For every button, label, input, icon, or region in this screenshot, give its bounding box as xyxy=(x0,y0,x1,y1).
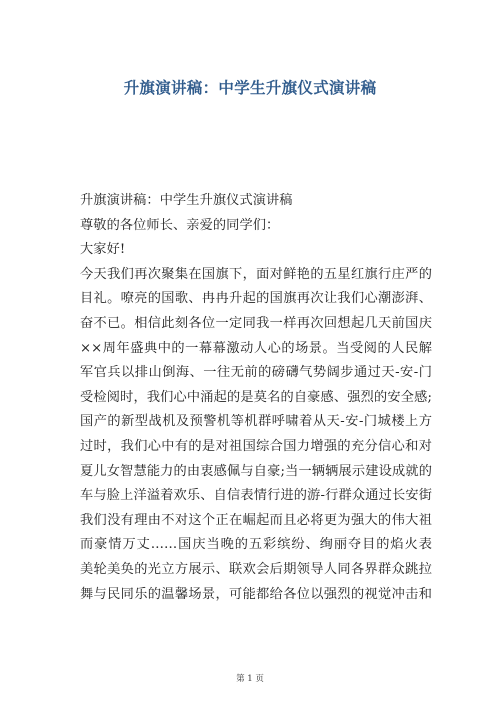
text-line: 国产的新型战机及预警机等机群呼啸着从天-安-门城楼上方 xyxy=(80,414,432,430)
text-line: 而豪情万丈……国庆当晚的五彩缤纷、绚丽夺目的焰火表 xyxy=(80,537,432,553)
text-line: 目礼。嘹亮的国歌、冉冉升起的国旗再次让我们心潮澎湃、 xyxy=(80,291,432,307)
text-line: 奋不已。相信此刻各位一定同我一样再次回想起几天前国庆 xyxy=(80,315,432,331)
document-body xyxy=(80,189,432,607)
text-line: 军官兵以排山倒海、一往无前的磅礴气势阔步通过天-安-门 xyxy=(80,365,432,381)
text-line: 过时，我们心中有的是对祖国综合国力增强的充分信心和对 xyxy=(80,438,432,454)
text-line: ××周年盛典中的一幕幕激动人心的场景。当受阅的人民解 xyxy=(80,340,432,356)
text-line: 舞与民同乐的温馨场景，可能都给各位以强烈的视觉冲击和 xyxy=(80,586,432,602)
text-line: 今天我们再次聚集在国旗下，面对鲜艳的五星红旗行庄严的 xyxy=(80,266,432,282)
text-line: 夏儿女智慧能力的由衷感佩与自豪;当一辆辆展示建设成就的 xyxy=(80,463,432,479)
text-line: 尊敬的各位师长、亲爱的同学们： xyxy=(80,217,280,233)
text-line: 受检阅时，我们心中涌起的是莫名的自豪感、强烈的安全感; xyxy=(80,389,432,405)
text-line: 大家好! xyxy=(80,242,126,258)
text-line: 车与脸上洋溢着欢乐、自信表情行进的游-行群众通过长安街 xyxy=(80,488,432,504)
text-line: 我们没有理由不对这个正在崛起而且必将更为强大的伟大祖 xyxy=(80,512,432,528)
document-title: 升旗演讲稿：中学生升旗仪式演讲稿 xyxy=(123,79,377,97)
text-line: 升旗演讲稿：中学生升旗仪式演讲稿 xyxy=(80,193,293,208)
page-number: 第 1 页 xyxy=(236,674,264,684)
text-line: 美轮美奂的光立方展示、联欢会后期领导人同各界群众跳拉 xyxy=(80,561,432,577)
